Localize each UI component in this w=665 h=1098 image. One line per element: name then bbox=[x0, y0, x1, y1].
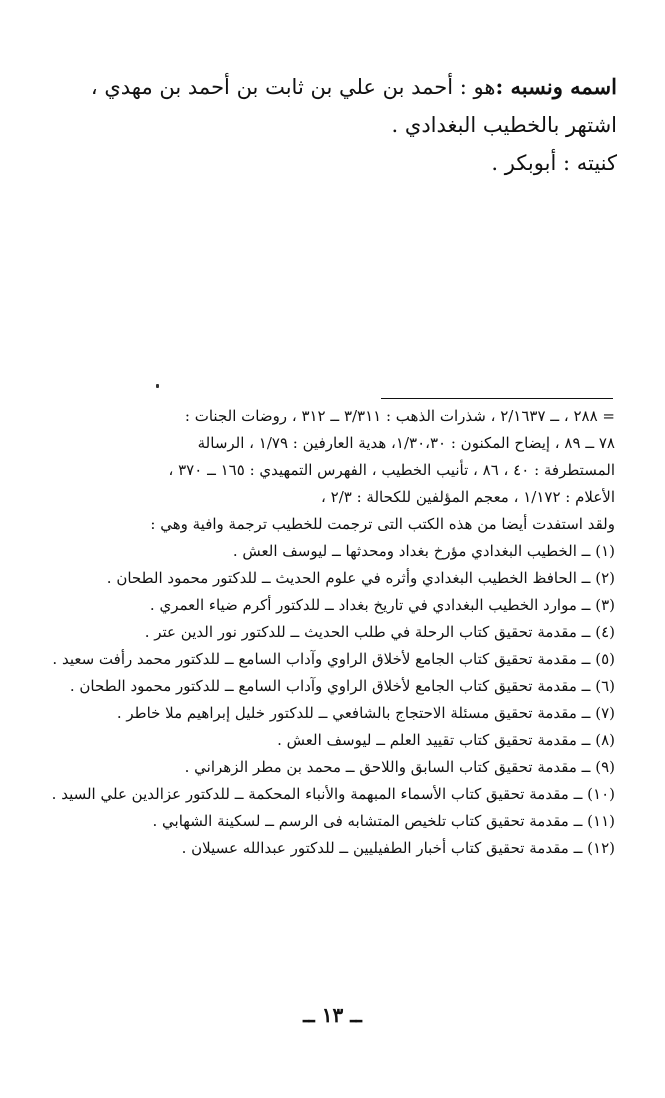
reference-item: (٩) ــ مقدمة تحقيق كتاب السابق واللاحق ــ محمد بن مطر الزهراني . bbox=[184, 758, 615, 776]
reference-item: (٨) ــ مقدمة تحقيق كتاب تقييد العلم ــ ليوسف العش . bbox=[277, 731, 615, 749]
main-text bbox=[47, 68, 617, 182]
kunya-paragraph: كنيته : أبوبكر . bbox=[491, 151, 617, 175]
footnote-source-line-3: المستطرفة : ٤٠ ، ٨٦ ، تأنيب الخطيب ، الفهرس التمهيدي : ١٦٥ ــ ٣٧٠ ، bbox=[168, 461, 615, 479]
reference-item: (١٢) ــ مقدمة تحقيق كتاب أخبار الطفيليين ــ للدكتور عبدالله عسيلان . bbox=[181, 839, 615, 857]
footnote-source-line-2: ٧٨ ــ ٨٩ ، إيضاح المكنون : ١/٣٠،٣٠، هدية العارفين : ١/٧٩ ، الرسالة bbox=[197, 434, 615, 452]
footnote-continuation-marker: = bbox=[602, 407, 615, 425]
reference-item: (٤) ــ مقدمة تحقيق كتاب الرحلة في طلب الحديث ــ للدكتور نور الدين عتر . bbox=[144, 623, 615, 641]
footnotes bbox=[37, 403, 615, 862]
reference-item: (٢) ــ الحافظ الخطيب البغدادي وأثره في علوم الحديث ــ للدكتور محمود الطحان . bbox=[106, 569, 615, 587]
reference-item: (٦) ــ مقدمة تحقيق كتاب الجامع لأخلاق الراوي وآداب السامع ــ للدكتور محمود الطحان . bbox=[69, 677, 615, 695]
ink-speck bbox=[156, 384, 159, 388]
name-text: هو : أحمد بن علي بن ثابت بن أحمد بن مهدي ، اشتهر بالخطيب البغدادي . bbox=[90, 75, 617, 137]
reference-item: (٧) ــ مقدمة تحقيق مسئلة الاحتجاج بالشافعي ــ للدكتور خليل إبراهيم ملا خاطر . bbox=[116, 704, 615, 722]
name-term: اسمه ونسبه : bbox=[495, 74, 617, 99]
reference-item: (١) ــ الخطيب البغدادي مؤرخ بغداد ومحدثها ــ ليوسف العش . bbox=[232, 542, 615, 560]
footnote-separator bbox=[381, 398, 613, 399]
footnote-source-line-1: = ٢٨٨ ، ــ ٢/١٦٣٧ ، شذرات الذهب : ٣/٣١١ ــ ٣١٢ ، روضات الجنات : bbox=[184, 407, 615, 425]
reference-item: (١٠) ــ مقدمة تحقيق كتاب الأسماء المبهمة والأنباء المحكمة ــ للدكتور عزالدين علي السيد . bbox=[51, 785, 615, 803]
page-number: ــ ١٣ ــ bbox=[303, 1003, 362, 1027]
name-paragraph bbox=[47, 68, 617, 144]
footnote-source-line-4: الأعلام : ١/١٧٢ ، معجم المؤلفين للكحالة : ٢/٣ ، bbox=[321, 488, 615, 506]
reference-item: (٥) ــ مقدمة تحقيق كتاب الجامع لأخلاق الراوي وآداب السامع ــ للدكتور محمد رأفت سعيد . bbox=[52, 650, 615, 668]
reference-item: (١١) ــ مقدمة تحقيق كتاب تلخيص المتشابه فى الرسم ــ لسكينة الشهابي . bbox=[152, 812, 615, 830]
reference-item: (٣) ــ موارد الخطيب البغدادي في تاريخ بغداد ــ للدكتور أكرم ضياء العمري . bbox=[149, 596, 615, 614]
footnote-intro: ولقد استفدت أيضا من هذه الكتب التى ترجمت للخطيب ترجمة وافية وهي : bbox=[150, 515, 615, 533]
reference-list bbox=[37, 538, 615, 862]
